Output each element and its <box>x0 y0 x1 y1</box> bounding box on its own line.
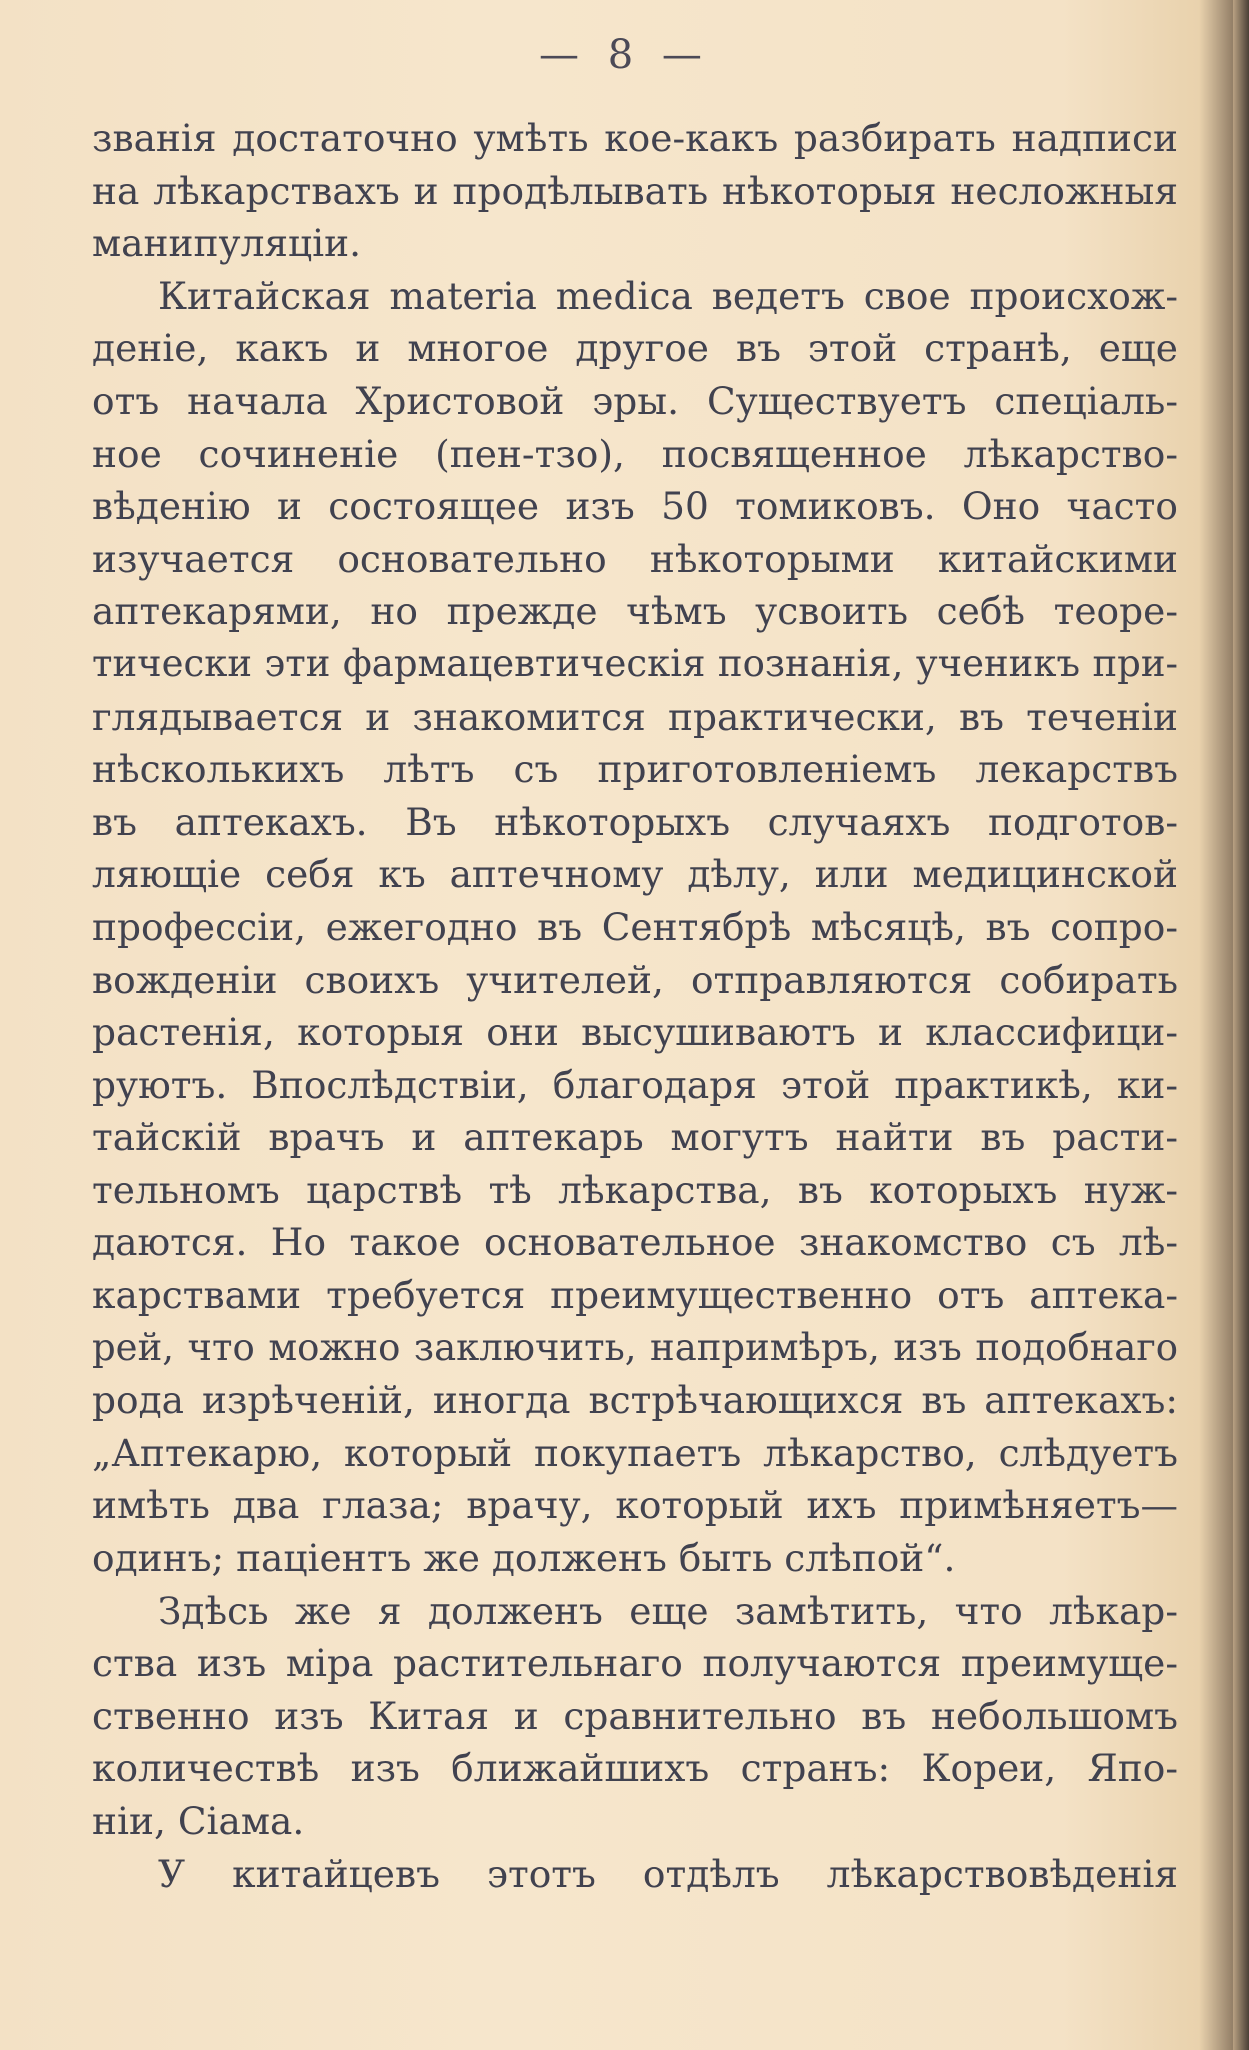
page-number: — 8 — <box>539 32 710 78</box>
text-line: ное сочиненіе (пен-тзо), посвященное лѣкарство- <box>92 431 1178 476</box>
text-line: профессіи, ежегодно въ Сентябрѣ мѣсяцѣ, въ сопро- <box>92 904 1178 949</box>
text-line: нѣсколькихъ лѣтъ съ приготовленіемъ лекарствъ <box>92 747 1178 792</box>
text-line: тически эти фармацевтическія познанія, ученикъ при- <box>92 641 1178 685</box>
text-line: ляющіе себя къ аптечному дѣлу, или медицинской <box>92 852 1178 897</box>
text-line: вѣденію и состоящее изъ 50 томиковъ. Оно часто <box>92 484 1178 529</box>
text-line: количествѣ изъ ближайшихъ странъ: Кореи, Япо- <box>92 1746 1178 1791</box>
text-line: манипуляціи. <box>92 221 362 266</box>
text-line: аптекарями, но прежде чѣмъ усвоить себѣ теоре- <box>92 589 1178 634</box>
text-line: тельномъ царствѣ тѣ лѣкарства, въ которыхъ нуж- <box>92 1167 1178 1212</box>
text-line: глядывается и знакомится практически, въ теченіи <box>92 694 1178 739</box>
text-line: ственно изъ Китая и сравнительно въ небольшомъ <box>92 1693 1178 1738</box>
text-line: растенія, которыя они высушиваютъ и классифици- <box>92 1010 1178 1055</box>
text-line: Китайская materia medica ведетъ свое происхож- <box>158 273 1178 318</box>
text-line: ства изъ міра растительнаго получаются преимуще- <box>92 1641 1178 1686</box>
text-line: ніи, Сіама. <box>92 1799 305 1843</box>
text-line: тайскій врачъ и аптекарь могутъ найти въ расти- <box>92 1115 1178 1160</box>
text-line: имѣть два глаза; врачу, который ихъ примѣняетъ— <box>92 1483 1178 1528</box>
text-line: „Аптекарю, который покупаетъ лѣкарство, слѣдуетъ <box>92 1430 1178 1475</box>
text-line: на лѣкарствахъ и продѣлывать нѣкоторыя несложныя <box>92 168 1178 213</box>
page-edge-shadow <box>1233 0 1249 2050</box>
text-line: карствами требуется преимущественно отъ аптека- <box>92 1273 1178 1318</box>
text-line: званія достаточно умѣть кое-какъ разбирать надписи <box>92 116 1178 160</box>
text-line: даются. Но такое основательное знакомство съ лѣ- <box>92 1220 1178 1265</box>
text-line: рода изрѣченій, иногда встрѣчающихся въ аптекахъ: <box>92 1378 1178 1423</box>
text-line: Здѣсь же я долженъ еще замѣтить, что лѣкар- <box>158 1588 1178 1633</box>
text-line: деніе, какъ и многое другое въ этой странѣ, еще <box>92 326 1178 371</box>
text-line: изучается основательно нѣкоторыми китайскими <box>92 536 1178 581</box>
text-line: рей, что можно заключить, напримѣръ, изъ подобнаго <box>92 1325 1178 1369</box>
body-text <box>92 112 1178 1900</box>
text-line: вожденіи своихъ учителей, отправляются собирать <box>92 957 1178 1002</box>
text-line: въ аптекахъ. Въ нѣкоторыхъ случаяхъ подготов- <box>92 799 1178 844</box>
text-line: отъ начала Христовой эры. Существуетъ спеціаль- <box>92 378 1178 423</box>
text-line: одинъ; паціентъ же долженъ быть слѣпой“. <box>92 1536 956 1581</box>
text-line: У китайцевъ этотъ отдѣлъ лѣкарствовѣденія <box>158 1851 1178 1896</box>
text-line: руютъ. Впослѣдствіи, благодаря этой практикѣ, ки- <box>92 1062 1178 1107</box>
